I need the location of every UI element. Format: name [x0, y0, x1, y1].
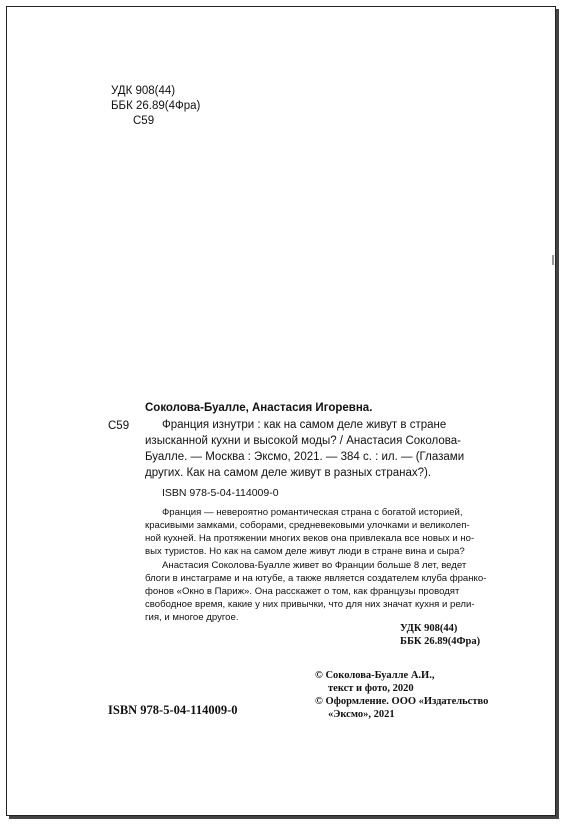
copyright-line-1: © Соколова-Буалле А.И.,: [315, 670, 435, 681]
annotation-p1-line-4: вых туристов. Но как на самом деле живут люди в стране вина и сыра?: [145, 546, 465, 557]
annotation-p2-line-3: фонов «Окно в Париж». Она расскажет о том, как французы проводят: [145, 586, 460, 597]
copyright-line-3: © Оформление. ООО «Издательство: [315, 696, 489, 707]
page-edge-mark: [552, 255, 554, 265]
annotation-p2-line-1: Анастасия Соколова-Буалле живет во Франции больше 8 лет, ведет: [162, 560, 467, 571]
annotation-p1-line-3: ной кухней. На протяжении многих веков она привлекала все новых и но-: [145, 533, 475, 544]
catalog-author: Соколова-Буалле, Анастасия Игоревна.: [145, 402, 373, 414]
header-code: С59: [133, 115, 155, 127]
catalog-line-2: изысканной кухни и высокой моды? / Анастасия Соколова-: [145, 435, 461, 447]
copyright-line-2: текст и фото, 2020: [328, 683, 414, 694]
header-udk: УДК 908(44): [111, 85, 176, 97]
catalog-isbn: ISBN 978-5-04-114009-0: [162, 487, 279, 499]
annotation-p1-line-1: Франция — невероятно романтическая страна с богатой историей,: [162, 507, 463, 518]
footer-isbn: ISBN 978-5-04-114009-0: [108, 703, 238, 717]
annotation-p2-line-5: гия, и многое другое.: [145, 612, 239, 623]
classification-bbk: ББК 26.89(4Фра): [400, 636, 481, 647]
catalog-line-3: Буалле. — Москва : Эксмо, 2021. — 384 с. : ил. — (Глазами: [145, 451, 465, 463]
header-bbk: ББК 26.89(4Фра): [111, 100, 201, 112]
catalog-line-4: других. Как на самом деле живут в разных странах?).: [145, 467, 432, 479]
copyright-line-4: «Эксмо», 2021: [328, 709, 395, 720]
catalog-line-1: Франция изнутри : как на самом деле живут в стране: [162, 419, 447, 431]
classification-udk: УДК 908(44): [400, 623, 458, 634]
annotation-p2-line-4: свободное время, какие у них привычки, что для них значат кухня и рели-: [145, 599, 475, 610]
annotation-p2-line-2: блоги в инстаграме и на ютубе, а также является создателем клуба франко-: [145, 573, 487, 584]
annotation-p1-line-2: красивыми замками, соборами, средневековыми улочками и великолеп-: [145, 520, 470, 531]
catalog-code: С59: [108, 420, 130, 432]
